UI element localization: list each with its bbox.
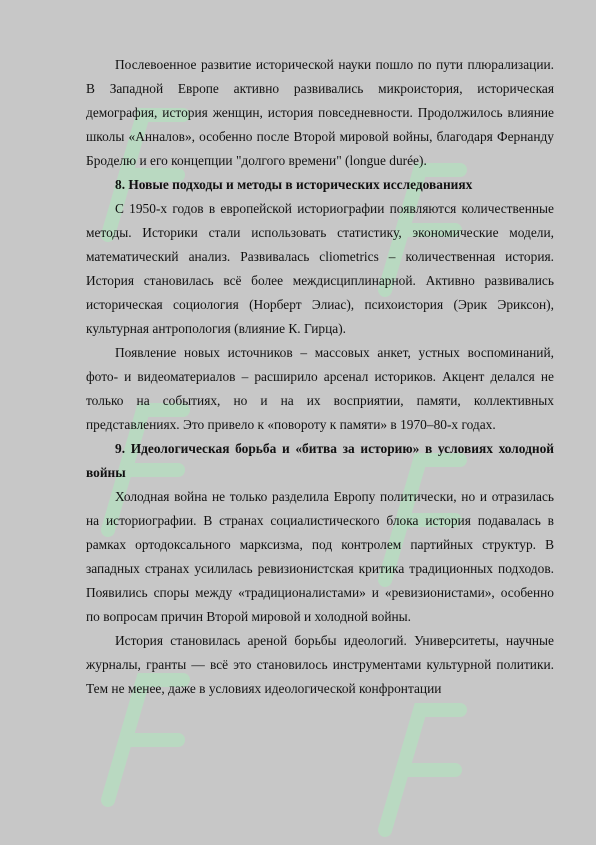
section-heading: 9. Идеологическая борьба и «битва за историю» в условиях холодной войны bbox=[86, 441, 554, 480]
paragraph: С 1950-х годов в европейской историографии появляются количественные методы. Историки стали использовать статистику, экономические модели, математический анализ. Развивалась cliometrics – количественная история. История становилась всё более междисциплинарной. Активно развивались историческая социология (Норберт Элиас), психоистория (Эрик Эриксон), культурная антропология (влияние К. Гирца). bbox=[86, 201, 554, 336]
paragraph: Появление новых источников – массовых анкет, устных воспоминаний, фото- и видеоматериалов – расширило арсенал историков. Акцент делался не только на событиях, но и на их восприятии, памяти, коллективных представлениях. Это привело к «повороту к памяти» в 1970–80-х годах. bbox=[86, 345, 554, 432]
section-heading: 8. Новые подходы и методы в исторических исследованиях bbox=[115, 177, 473, 192]
paragraph: Послевоенное развитие исторической науки пошло по пути плюрализации. В Западной Европе активно развивались микроистория, историческая демография, история женщин, история повседневности. Продолжилось влияние школы «Анналов», особенно после Второй мировой войны, благодаря Фернанду Броделю и его концепции "долгого времени" (longue durée). bbox=[86, 57, 554, 168]
watermark-logo-icon bbox=[365, 690, 485, 840]
paragraph: Холодная война не только разделила Европу политически, но и отразилась на историографии. В странах социалистического блока история подавалась в рамках ортодоксального марксизма, под контролем партийных структур. В западных странах усилилась ревизионистская критика традиционных подходов. Появились споры между «традиционалистами» и «ревизионистами», особенно по вопросам причин Второй мировой и холодной войны. bbox=[86, 489, 554, 624]
paragraph: История становилась ареной борьбы идеологий. Университеты, научные журналы, гранты — всё это становилось инструментами культурной политики. Тем не менее, даже в условиях идеологической конфронтации bbox=[86, 633, 554, 696]
document-body bbox=[86, 53, 554, 701]
